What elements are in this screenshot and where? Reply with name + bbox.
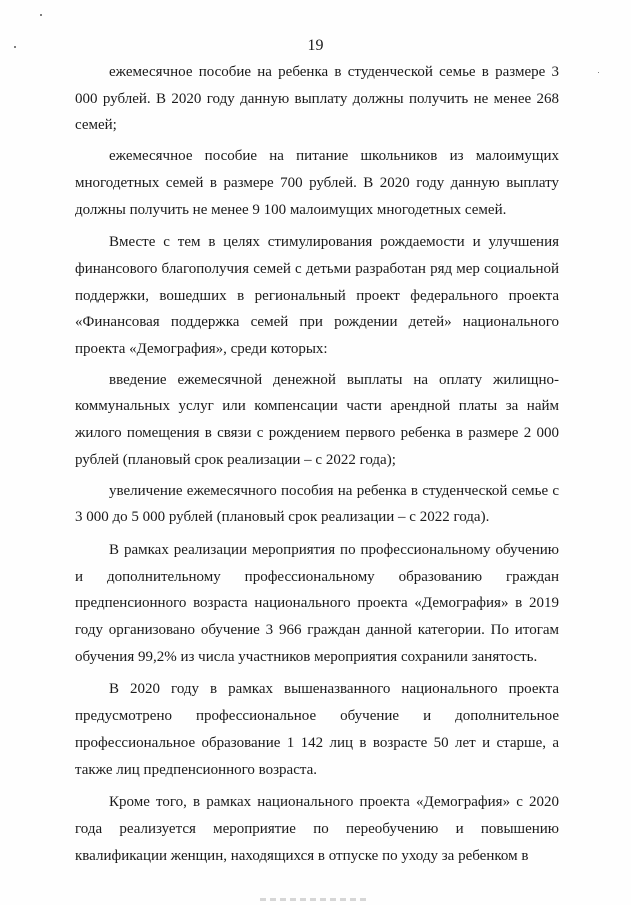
page-number: 19 — [307, 37, 324, 54]
paragraph-women-retraining: Кроме того, в рамках национального проекта «Демография» с 2020 года реализуется мероприятие по переобучению и повышению квалификации женщин, находящихся в отпуске по уходу за ребенком в — [75, 794, 559, 864]
paragraph-housing-payment: введение ежемесячной денежной выплаты на оплату жилищно-коммунальных услуг или компенсации части арендной платы за найм жилого помещения в связи с рождением первого ребенка в размере 2 000 рублей (плановый срок реализации – с 2022 года); — [75, 371, 559, 468]
paragraph-support-measures-intro: Вместе с тем в целях стимулирования рождаемости и улучшения финансового благополучия семей с детьми разработан ряд мер социальной поддержки, вошедших в региональный проект федерального проекта «Финансовая поддержка семей при рождении детей» национального проекта «Демография», среди которых: — [75, 234, 559, 358]
bleed-through-text — [260, 898, 370, 901]
scan-speck — [598, 72, 599, 73]
paragraph-student-family-allowance: ежемесячное пособие на ребенка в студенческой семье в размере 3 000 рублей. В 2020 году данную выплату должны получить не менее 268 семей; — [75, 64, 559, 134]
paragraph-school-meals-allowance: ежемесячное пособие на питание школьников из малоимущих многодетных семей в размере 700 рублей. В 2020 году данную выплату должны получить не менее 9 100 малоимущих многодетных семей. — [75, 148, 559, 218]
document-body — [75, 59, 559, 873]
paragraph-allowance-increase: увеличение ежемесячного пособия на ребенка в студенческой семье с 3 000 до 5 000 рублей (плановый срок реализации – с 2022 года). — [75, 482, 559, 526]
scan-speck — [40, 14, 42, 16]
paragraph-preretirement-training-2019: В рамках реализации мероприятия по профессиональному обучению и дополнительному профессиональному образованию граждан предпенсионного возраста национального проекта «Демография» в 2019 году организовано обучение 3 966 граждан данной категории. По итогам обучения 99,2% из числа участников мероприятия сохранили занятость. — [75, 541, 559, 665]
paragraph-preretirement-training-2020: В 2020 году в рамках вышеназванного национального проекта предусмотрено профессиональное обучение и дополнительное профессиональное образование 1 142 лиц в возрасте 50 лет и старше, а также лиц предпенсионного возраста. — [75, 681, 559, 778]
